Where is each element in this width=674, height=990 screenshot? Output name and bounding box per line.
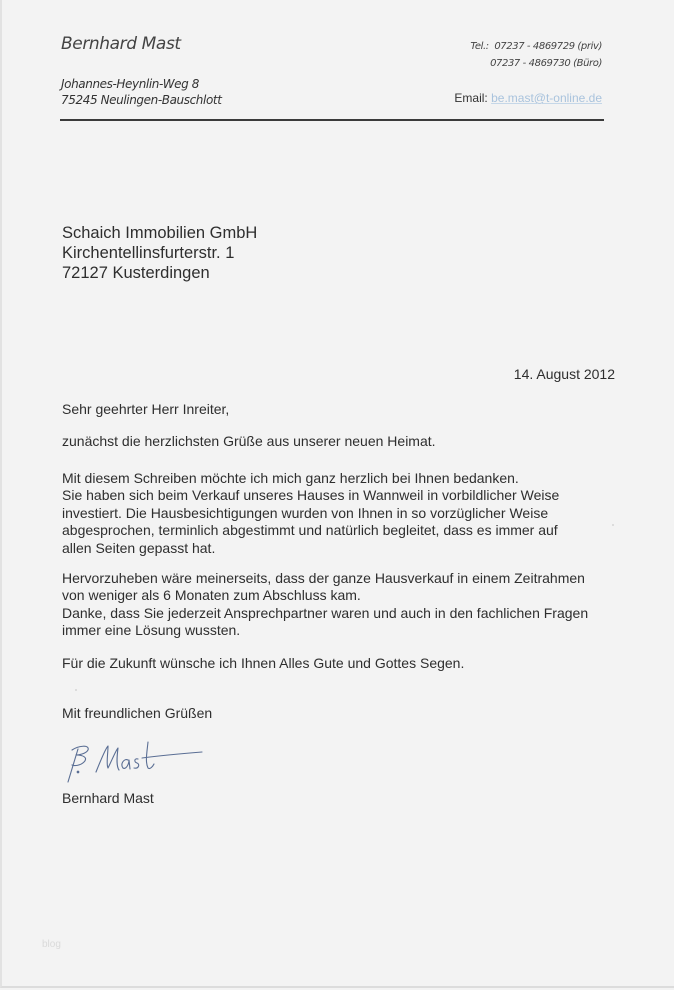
paragraph-line: immer eine Lösung wussten. bbox=[62, 622, 241, 639]
scan-artifact bbox=[75, 689, 77, 691]
phone-private-line bbox=[470, 41, 602, 52]
paragraph-line: Danke, dass Sie jederzeit Ansprechpartner waren und auch in den fachlichen Fragen bbox=[62, 604, 589, 621]
paragraph-line: Für die Zukunft wünsche ich Ihnen Alles Gute und Gottes Segen. bbox=[62, 655, 465, 671]
phone-private: 07237 - 4869729 (priv) bbox=[494, 41, 602, 52]
recipient-address bbox=[62, 223, 257, 283]
paragraph-1 bbox=[62, 433, 436, 450]
sender-name: Bernhard Mast bbox=[61, 34, 181, 54]
paragraph-2 bbox=[62, 470, 559, 557]
signature-name: Bernhard Mast bbox=[62, 790, 154, 806]
paragraph-4 bbox=[62, 655, 464, 672]
paragraph-line: Mit diesem Schreiben möchte ich mich ganz herzlich bei Ihnen bedanken. bbox=[62, 470, 519, 486]
paragraph-line: Hervorzuheben wäre meinerseits, dass der ganze Hausverkauf in einem Zeitrahmen bbox=[62, 570, 585, 586]
closing: Mit freundlichen Grüßen bbox=[62, 705, 213, 721]
paragraph-3 bbox=[62, 570, 588, 640]
recipient-company: Schaich Immobilien GmbH bbox=[62, 224, 258, 242]
letter-date: 14. August 2012 bbox=[513, 366, 615, 382]
paragraph-line: abgesprochen, terminlich abgestimmt und natürlich begleitet, dass es immer auf bbox=[62, 522, 558, 539]
watermark: blog bbox=[42, 939, 61, 950]
recipient-city: 72127 Kusterdingen bbox=[62, 264, 210, 282]
sender-city: 75245 Neulingen-Bauschlott bbox=[61, 93, 222, 107]
letterhead-divider bbox=[60, 119, 604, 121]
paragraph-line: von weniger als 6 Monaten zum Abschluss kam. bbox=[62, 587, 361, 604]
paragraph-line: allen Seiten gepasst hat. bbox=[62, 539, 216, 556]
paragraph-line: zunächst die herzlichsten Grüße aus unserer neuen Heimat. bbox=[62, 433, 436, 449]
recipient-street: Kirchentellinsfurterstr. 1 bbox=[62, 244, 235, 262]
paragraph-line: investiert. Die Hausbesichtigungen wurden von Ihnen in so vorzüglicher Weise bbox=[62, 504, 549, 521]
paragraph-line: Sie haben sich beim Verkauf unseres Hauses in Wannweil in vorbildlicher Weise bbox=[62, 487, 560, 504]
phone-office-line bbox=[490, 58, 602, 69]
sender-street: Johannes-Heynlin-Weg 8 bbox=[61, 77, 200, 91]
email-line bbox=[454, 91, 602, 105]
scan-artifact bbox=[612, 524, 614, 526]
handwritten-signature bbox=[62, 738, 212, 788]
email-label: Email: bbox=[454, 91, 488, 105]
salutation: Sehr geehrter Herr Inreiter, bbox=[62, 401, 230, 417]
email-link[interactable]: be.mast@t-online.de bbox=[491, 91, 602, 105]
phone-office: 07237 - 4869730 (Büro) bbox=[490, 58, 602, 69]
phone-label: Tel.: bbox=[470, 41, 489, 52]
